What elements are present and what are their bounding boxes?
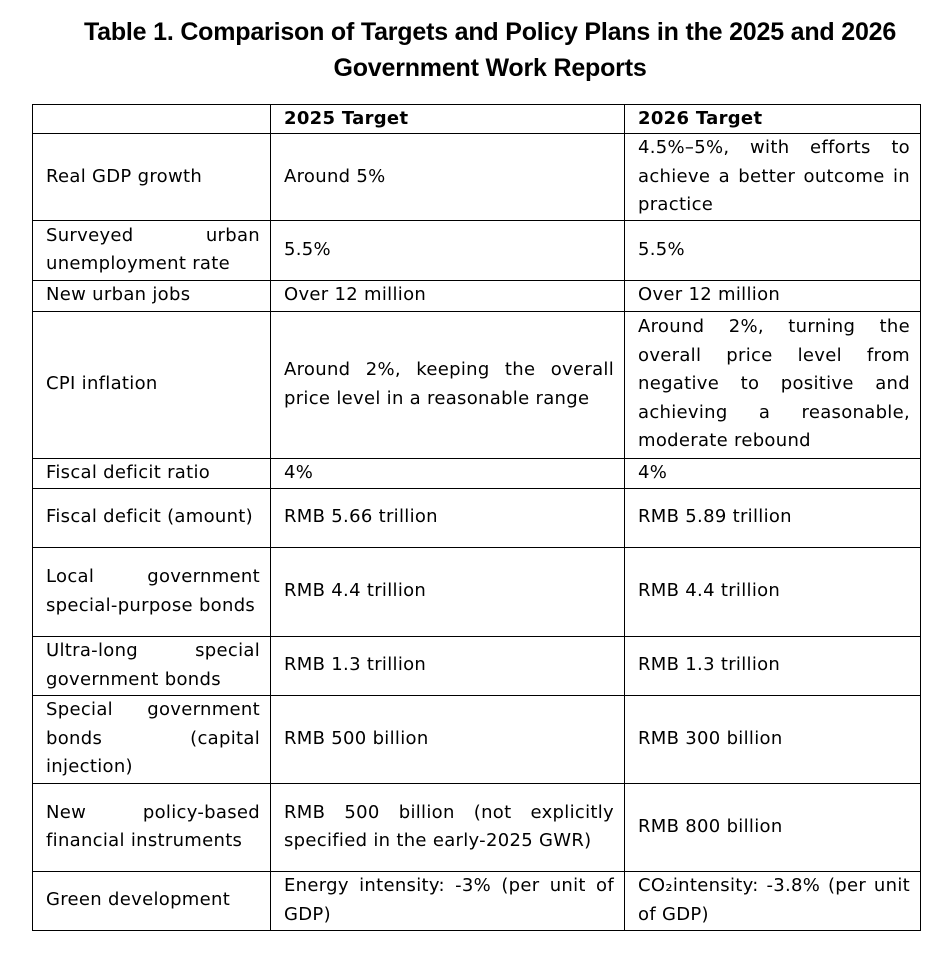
table-row (33, 280, 921, 311)
target-2026-cell: Around 2%, turning the overall price level from negative to positive and achieving a reasonable, moderate rebound (625, 311, 921, 458)
target-2026-cell: CO₂intensity: -3.8% (per unit of GDP) (625, 871, 921, 930)
table-row (33, 134, 921, 221)
table-row (33, 871, 921, 930)
target-2026-cell: RMB 4.4 trillion (625, 547, 921, 636)
target-2025-cell: Energy intensity: -3% (per unit of GDP) (271, 871, 625, 930)
table-row (33, 458, 921, 488)
target-2025-cell: 4% (271, 458, 625, 488)
target-2026-cell: RMB 300 billion (625, 695, 921, 783)
target-2025-cell: Over 12 million (271, 280, 625, 311)
table-row (33, 783, 921, 871)
target-2025-cell: Around 2%, keeping the overall price level in a reasonable range (271, 311, 625, 458)
target-2026-cell: RMB 1.3 trillion (625, 636, 921, 695)
indicator-cell: Local government special-purpose bonds (33, 547, 271, 636)
table-title: Table 1. Comparison of Targets and Policy Plans in the 2025 and 2026 Government Work Reports (83, 18, 897, 82)
target-2026-cell: 4% (625, 458, 921, 488)
indicator-cell: Special government bonds (capital injection) (33, 695, 271, 783)
target-2025-cell: RMB 4.4 trillion (271, 547, 625, 636)
header-indicator (33, 105, 271, 134)
target-2026-cell: 5.5% (625, 220, 921, 280)
table-row (33, 695, 921, 783)
header-2025-target: 2025 Target (271, 105, 625, 134)
indicator-cell: New policy-based financial instruments (33, 783, 271, 871)
target-2025-cell: RMB 500 billion (271, 695, 625, 783)
target-2025-cell: RMB 500 billion (not explicitly specified in the early-2025 GWR) (271, 783, 625, 871)
indicator-cell: Ultra-long special government bonds (33, 636, 271, 695)
indicator-cell: Real GDP growth (33, 134, 271, 221)
indicator-cell: CPI inflation (33, 311, 271, 458)
target-2025-cell: RMB 1.3 trillion (271, 636, 625, 695)
table-row (33, 311, 921, 458)
indicator-cell: Green development (33, 871, 271, 930)
comparison-table (32, 104, 921, 931)
target-2025-cell: 5.5% (271, 220, 625, 280)
indicator-cell: Fiscal deficit (amount) (33, 488, 271, 547)
target-2025-cell: Around 5% (271, 134, 625, 221)
indicator-cell: New urban jobs (33, 280, 271, 311)
target-2025-cell: RMB 5.66 trillion (271, 488, 625, 547)
header-2026-target: 2026 Target (625, 105, 921, 134)
table-row (33, 488, 921, 547)
target-2026-cell: Over 12 million (625, 280, 921, 311)
target-2026-cell: RMB 5.89 trillion (625, 488, 921, 547)
table-header-row (33, 105, 921, 134)
table-row (33, 636, 921, 695)
target-2026-cell: RMB 800 billion (625, 783, 921, 871)
table-row (33, 547, 921, 636)
target-2026-cell: 4.5%–5%, with efforts to achieve a better outcome in practice (625, 134, 921, 221)
table-row (33, 220, 921, 280)
indicator-cell: Surveyed urban unemployment rate (33, 220, 271, 280)
indicator-cell: Fiscal deficit ratio (33, 458, 271, 488)
